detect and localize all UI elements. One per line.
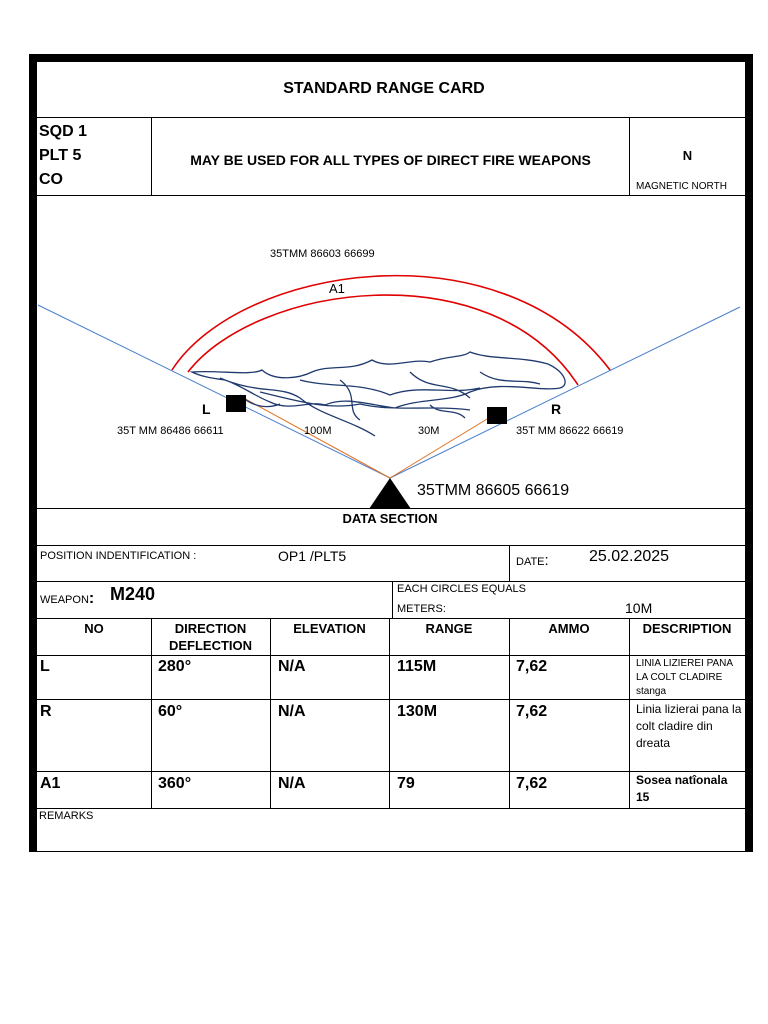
target-a1-coords: 35TMM 86603 66699 <box>270 248 375 260</box>
col-header-no: NO <box>84 621 104 636</box>
row-a1-description: Sosea natîonala 15 <box>636 773 728 804</box>
left-sector-line <box>38 305 390 478</box>
divider <box>270 618 271 808</box>
divider <box>745 117 746 852</box>
weapon-value: M240 <box>110 584 156 604</box>
unit-platoon: PLT 5 <box>39 147 82 164</box>
position-label: POSITION INDENTIFICATION : <box>40 550 197 562</box>
divider <box>37 851 745 852</box>
divider <box>37 545 745 546</box>
north-label: N <box>682 148 693 163</box>
position-triangle-icon <box>369 478 411 509</box>
row-r-elevation: N/A <box>278 703 306 720</box>
circles-label: EACH CIRCLES EQUALS <box>397 583 526 595</box>
col-header-description: DESCRIPTION <box>642 621 732 636</box>
magnetic-north-caption: MAGNETIC NORTH <box>636 181 727 192</box>
col-header-direction: DIRECTION DEFLECTION <box>168 621 253 653</box>
position-coords: 35TMM 86605 66619 <box>417 482 570 499</box>
divider <box>37 655 745 656</box>
unit-squad: SQD 1 <box>39 123 88 140</box>
right-limit-marker <box>487 407 507 424</box>
row-l-ammo: 7,62 <box>516 658 548 675</box>
left-limit-label: L <box>202 401 211 417</box>
remarks-label: REMARKS <box>39 810 94 822</box>
card-subtitle: MAY BE USED FOR ALL TYPES OF DIRECT FIRE WEAPONS <box>190 152 591 168</box>
left-limit-coords: 35T MM 86486 66611 <box>117 425 224 437</box>
date-label: DATE: <box>516 552 549 569</box>
divider <box>37 508 745 509</box>
data-section-title: DATA SECTION <box>342 511 438 526</box>
divider <box>37 699 745 700</box>
right-limit-coords: 35T MM 86622 66619 <box>516 425 624 437</box>
divider <box>509 618 510 808</box>
divider <box>389 618 390 808</box>
row-r-range: 130M <box>397 703 438 720</box>
divider <box>629 618 630 808</box>
row-r-direction: 60° <box>158 703 183 720</box>
row-a1-ammo: 7,62 <box>516 775 548 792</box>
row-l-direction: 280° <box>158 658 192 675</box>
col-header-elevation: ELEVATION <box>293 621 366 636</box>
target-a1-outer-arc <box>172 276 610 370</box>
card-title: STANDARD RANGE CARD <box>283 80 485 97</box>
col-header-ammo: AMMO <box>548 621 590 636</box>
row-l-description: LINIA LIZIEREI PANA LA COLT CLADIRE stanga <box>636 658 733 697</box>
weapon-label: WEAPON: <box>40 590 95 607</box>
row-l-elevation: N/A <box>278 658 306 675</box>
row-r-description: Linia lizierai pana la colt cladire din dreata <box>636 702 742 750</box>
right-range-line <box>390 413 497 478</box>
unit-company: CO <box>39 171 63 188</box>
right-limit-label: R <box>551 401 562 417</box>
row-a1-direction: 360° <box>158 775 192 792</box>
row-l-range: 115M <box>397 658 437 675</box>
left-range-label: 100M <box>304 425 332 437</box>
left-limit-marker <box>226 395 246 412</box>
target-a1-label: A1 <box>329 281 345 296</box>
row-l-no: L <box>40 658 50 675</box>
position-value: OP1 /PLT5 <box>278 548 347 564</box>
right-range-label: 30M <box>418 425 440 437</box>
meters-value: 10M <box>625 600 653 616</box>
row-a1-range: 79 <box>397 775 415 792</box>
row-r-ammo: 7,62 <box>516 703 548 720</box>
right-sector-line <box>390 307 740 478</box>
meters-label: METERS: <box>397 603 446 615</box>
row-r-no: R <box>40 703 52 720</box>
divider <box>37 581 745 582</box>
row-a1-elevation: N/A <box>278 775 306 792</box>
divider <box>392 581 393 618</box>
tree-line-scribble <box>192 352 565 436</box>
row-a1-no: A1 <box>40 775 61 792</box>
divider <box>37 808 745 809</box>
divider <box>37 618 745 619</box>
date-value: 25.02.2025 <box>589 548 670 565</box>
divider <box>509 545 510 581</box>
col-header-range: RANGE <box>425 621 473 636</box>
